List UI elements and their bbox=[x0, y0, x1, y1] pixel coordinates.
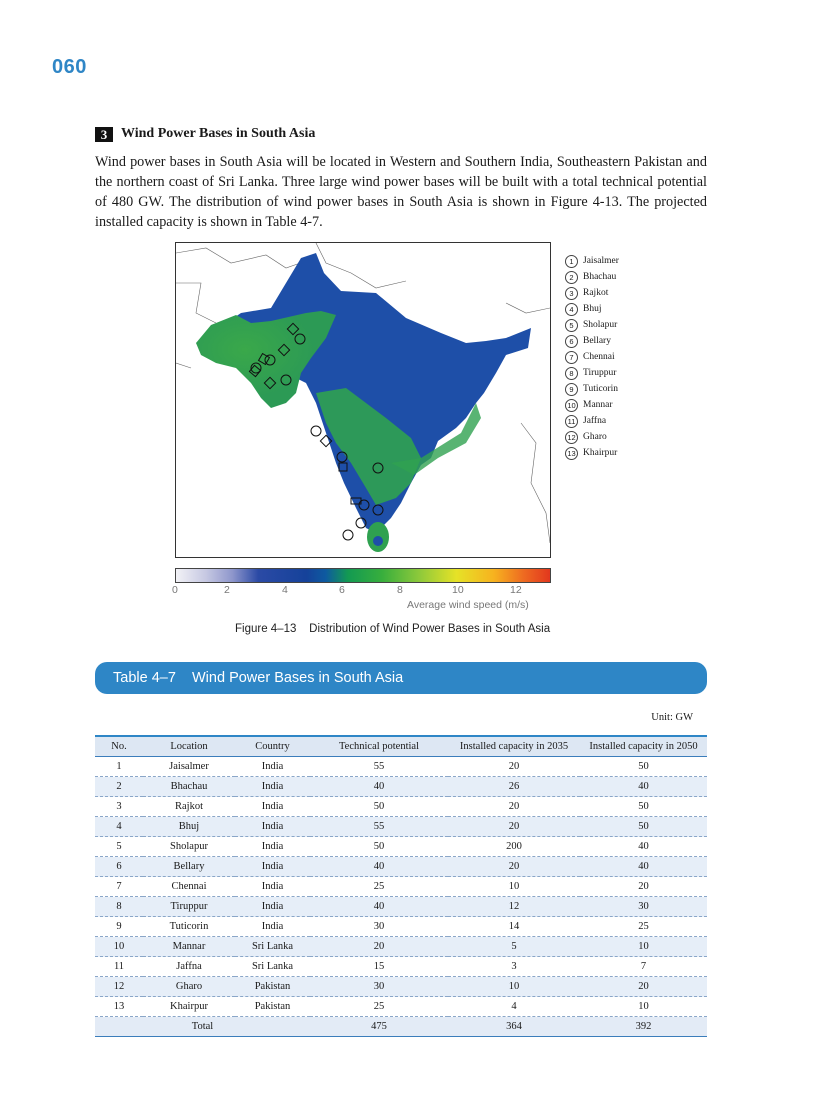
table-cell: Rajkot bbox=[143, 797, 235, 817]
table-header-row bbox=[95, 736, 707, 757]
table-row bbox=[95, 937, 707, 957]
column-header: No. bbox=[95, 736, 143, 757]
table-row bbox=[95, 997, 707, 1017]
table-cell: 8 bbox=[95, 897, 143, 917]
table-cell: 20 bbox=[448, 817, 580, 837]
legend-number: 12 bbox=[565, 431, 578, 444]
table-cell: 7 bbox=[95, 877, 143, 897]
legend-item bbox=[565, 445, 619, 461]
legend-label: Khairpur bbox=[583, 448, 618, 458]
table-cell: Sri Lanka bbox=[235, 957, 310, 977]
table-cell: India bbox=[235, 897, 310, 917]
table-cell: India bbox=[235, 917, 310, 937]
legend-number: 7 bbox=[565, 351, 578, 364]
table-cell: 40 bbox=[310, 857, 448, 877]
legend-number: 1 bbox=[565, 255, 578, 268]
table-cell: India bbox=[235, 757, 310, 777]
table-cell: Pakistan bbox=[235, 977, 310, 997]
section-number-badge: 3 bbox=[95, 127, 113, 142]
body-paragraph: Wind power bases in South Asia will be located in Western and Southern India, Southeastern Pakistan and the northern coast of Sri Lanka. Three large wind power bases will be built with a total technical potential of 480 GW. The distribution of wind power bases in South Asia is shown in Figure 4-13. The projected installed capacity is shown in Table 4-7. bbox=[95, 154, 707, 230]
table-cell: 50 bbox=[310, 797, 448, 817]
table-unit: Unit: GW bbox=[651, 712, 693, 723]
table-cell: 10 bbox=[95, 937, 143, 957]
table-cell: 50 bbox=[580, 757, 707, 777]
column-header: Location bbox=[143, 736, 235, 757]
legend-number: 2 bbox=[565, 271, 578, 284]
table-cell: 26 bbox=[448, 777, 580, 797]
table-cell: 20 bbox=[580, 977, 707, 997]
legend-number: 8 bbox=[565, 367, 578, 380]
legend-label: Bhuj bbox=[583, 304, 602, 314]
table-cell: India bbox=[235, 877, 310, 897]
table-cell: 40 bbox=[310, 777, 448, 797]
table-cell: 12 bbox=[448, 897, 580, 917]
table-cell: India bbox=[235, 817, 310, 837]
table-cell: 200 bbox=[448, 837, 580, 857]
table-cell: 30 bbox=[580, 897, 707, 917]
table-row bbox=[95, 797, 707, 817]
legend-label: Gharo bbox=[583, 432, 607, 442]
table-cell: 5 bbox=[448, 937, 580, 957]
table-cell: Pakistan bbox=[235, 997, 310, 1017]
column-header: Technical potential bbox=[310, 736, 448, 757]
table-cell: 10 bbox=[580, 997, 707, 1017]
table-cell: 15 bbox=[310, 957, 448, 977]
total-cell: Total bbox=[95, 1017, 310, 1037]
table-cell: Tiruppur bbox=[143, 897, 235, 917]
table-cell: 40 bbox=[580, 777, 707, 797]
table-cell: 40 bbox=[310, 897, 448, 917]
table-cell: Chennai bbox=[143, 877, 235, 897]
legend-label: Bhachau bbox=[583, 272, 617, 282]
figure-caption: Figure 4–13 Distribution of Wind Power Bases in South Asia bbox=[235, 623, 551, 635]
legend-label: Jaffna bbox=[583, 416, 607, 426]
table-cell: Gharo bbox=[143, 977, 235, 997]
table-cell: India bbox=[235, 797, 310, 817]
table-cell: Jaisalmer bbox=[143, 757, 235, 777]
colorbar-tick: 6 bbox=[339, 584, 345, 596]
table-row bbox=[95, 857, 707, 877]
table-cell: 50 bbox=[580, 797, 707, 817]
table-cell: 13 bbox=[95, 997, 143, 1017]
legend-item bbox=[565, 269, 619, 285]
table-cell: 2 bbox=[95, 777, 143, 797]
table-row bbox=[95, 837, 707, 857]
table-cell: India bbox=[235, 837, 310, 857]
table-cell: 50 bbox=[310, 837, 448, 857]
legend-label: Jaisalmer bbox=[583, 256, 619, 266]
table-cell: India bbox=[235, 857, 310, 877]
table-cell: Tuticorin bbox=[143, 917, 235, 937]
legend-item bbox=[565, 429, 619, 445]
legend-label: Mannar bbox=[583, 400, 613, 410]
legend-label: Chennai bbox=[583, 352, 615, 362]
table-cell: 10 bbox=[448, 877, 580, 897]
table-cell: 10 bbox=[448, 977, 580, 997]
legend-number: 10 bbox=[565, 399, 578, 412]
legend-item bbox=[565, 349, 619, 365]
table-row bbox=[95, 897, 707, 917]
legend-number: 4 bbox=[565, 303, 578, 316]
table-cell: 25 bbox=[580, 917, 707, 937]
legend-item bbox=[565, 365, 619, 381]
page-number: 060 bbox=[52, 56, 87, 78]
table-cell: 30 bbox=[310, 977, 448, 997]
legend-number: 6 bbox=[565, 335, 578, 348]
column-header: Installed capacity in 2035 bbox=[448, 736, 580, 757]
table-cell: 20 bbox=[448, 857, 580, 877]
south-asia-map-graphic bbox=[176, 243, 550, 557]
wind-bases-table bbox=[95, 735, 707, 1037]
table-cell: 10 bbox=[580, 937, 707, 957]
legend-item bbox=[565, 381, 619, 397]
table-cell: 7 bbox=[580, 957, 707, 977]
table-row bbox=[95, 977, 707, 997]
colorbar-tick: 2 bbox=[224, 584, 230, 596]
table-cell: Jaffna bbox=[143, 957, 235, 977]
table-cell: 20 bbox=[580, 877, 707, 897]
colorbar-tick: 8 bbox=[397, 584, 403, 596]
table-cell: 55 bbox=[310, 757, 448, 777]
colorbar-tick: 12 bbox=[510, 584, 522, 596]
legend-label: Tuticorin bbox=[583, 384, 619, 394]
table-cell: 55 bbox=[310, 817, 448, 837]
table-row bbox=[95, 917, 707, 937]
table-cell: 25 bbox=[310, 877, 448, 897]
table-cell: 20 bbox=[448, 797, 580, 817]
table-cell: 1 bbox=[95, 757, 143, 777]
table-row bbox=[95, 757, 707, 777]
table-row bbox=[95, 817, 707, 837]
table-cell: 9 bbox=[95, 917, 143, 937]
colorbar-label: Average wind speed (m/s) bbox=[407, 599, 529, 611]
table-cell: 20 bbox=[310, 937, 448, 957]
colorbar-tick: 10 bbox=[452, 584, 464, 596]
table-cell: 3 bbox=[448, 957, 580, 977]
legend-label: Bellary bbox=[583, 336, 611, 346]
table-cell: 40 bbox=[580, 857, 707, 877]
table-cell: Bellary bbox=[143, 857, 235, 877]
table-cell: Sri Lanka bbox=[235, 937, 310, 957]
legend-item bbox=[565, 397, 619, 413]
legend-number: 3 bbox=[565, 287, 578, 300]
legend-item bbox=[565, 301, 619, 317]
table-cell: Mannar bbox=[143, 937, 235, 957]
legend-number: 11 bbox=[565, 415, 578, 428]
table-cell: Bhuj bbox=[143, 817, 235, 837]
total-cell: 475 bbox=[310, 1017, 448, 1037]
legend-label: Tiruppur bbox=[583, 368, 617, 378]
wind-speed-colorbar bbox=[175, 568, 551, 583]
legend-label: Sholapur bbox=[583, 320, 618, 330]
legend-item bbox=[565, 285, 619, 301]
table-cell: Khairpur bbox=[143, 997, 235, 1017]
table-cell: Sholapur bbox=[143, 837, 235, 857]
table-cell: India bbox=[235, 777, 310, 797]
section-title: Wind Power Bases in South Asia bbox=[121, 126, 316, 141]
legend-number: 13 bbox=[565, 447, 578, 460]
table-row bbox=[95, 957, 707, 977]
legend-item bbox=[565, 333, 619, 349]
legend-label: Rajkot bbox=[583, 288, 609, 298]
table-title-banner bbox=[95, 662, 707, 694]
table-row bbox=[95, 777, 707, 797]
colorbar-tick: 0 bbox=[172, 584, 178, 596]
table-cell: 4 bbox=[448, 997, 580, 1017]
table-cell: 6 bbox=[95, 857, 143, 877]
table-cell: 40 bbox=[580, 837, 707, 857]
total-cell: 392 bbox=[580, 1017, 707, 1037]
table-cell: 12 bbox=[95, 977, 143, 997]
map-legend bbox=[565, 253, 619, 461]
table-cell: 14 bbox=[448, 917, 580, 937]
table-row bbox=[95, 877, 707, 897]
column-header: Country bbox=[235, 736, 310, 757]
legend-item bbox=[565, 317, 619, 333]
table-cell: 3 bbox=[95, 797, 143, 817]
legend-item bbox=[565, 413, 619, 429]
table-cell: Bhachau bbox=[143, 777, 235, 797]
table-cell: 50 bbox=[580, 817, 707, 837]
table-cell: 25 bbox=[310, 997, 448, 1017]
wind-map bbox=[175, 242, 551, 558]
table-total-row bbox=[95, 1017, 707, 1037]
legend-number: 5 bbox=[565, 319, 578, 332]
table-cell: 20 bbox=[448, 757, 580, 777]
column-header: Installed capacity in 2050 bbox=[580, 736, 707, 757]
table-cell: 4 bbox=[95, 817, 143, 837]
table-cell: 11 bbox=[95, 957, 143, 977]
colorbar-tick: 4 bbox=[282, 584, 288, 596]
table-title: Table 4–7 Wind Power Bases in South Asia bbox=[113, 670, 404, 686]
total-cell: 364 bbox=[448, 1017, 580, 1037]
legend-number: 9 bbox=[565, 383, 578, 396]
section-heading bbox=[95, 126, 315, 142]
table-cell: 5 bbox=[95, 837, 143, 857]
legend-item bbox=[565, 253, 619, 269]
table-cell: 30 bbox=[310, 917, 448, 937]
